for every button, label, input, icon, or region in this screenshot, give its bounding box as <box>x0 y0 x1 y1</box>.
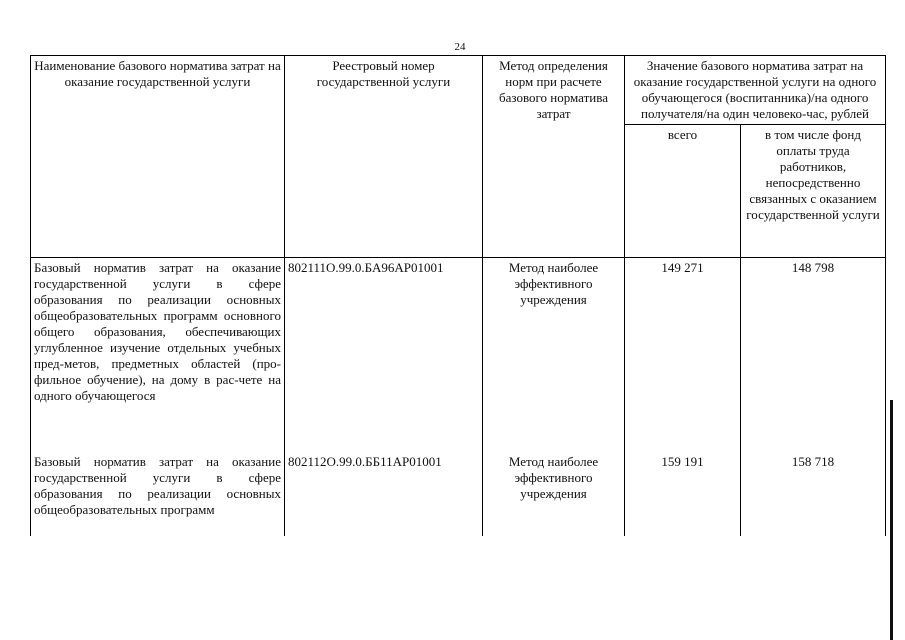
header-row <box>31 56 886 125</box>
scan-edge-line <box>890 400 893 640</box>
header-registry: Реестровый номер государственной услуги <box>285 56 483 258</box>
row-registry: 802111О.99.0.БА96АР01001 <box>285 258 483 453</box>
header-total: всего <box>625 125 741 258</box>
table-row <box>31 452 886 536</box>
row-wage: 158 718 <box>741 452 886 536</box>
row-method: Метод наиболее эффективного учреждения <box>483 258 625 453</box>
norms-table <box>30 55 886 536</box>
table-row <box>31 258 886 453</box>
row-method: Метод наиболее эффективного учреждения <box>483 452 625 536</box>
page-number: 24 <box>454 41 466 53</box>
row-total: 159 191 <box>625 452 741 536</box>
header-method: Метод определения норм при расчете базового норматива затрат <box>483 56 625 258</box>
row-name: Базовый норматив затрат на оказание государственной услуги в сфере образования по реализации основных общеобразовательных программ основного общего образования, обеспечивающих углубленное изучение отдельных учебных пред-метов, предметных областей (про-фильное обучение), на дому в рас-чете на одного обучающегося <box>31 258 285 453</box>
row-total: 149 271 <box>625 258 741 453</box>
header-wage: в том числе фонд оплаты труда работников, непосредственно связанных с оказанием государственной услуги <box>741 125 886 258</box>
row-registry: 802112О.99.0.ББ11АР01001 <box>285 452 483 536</box>
row-name: Базовый норматив затрат на оказание государственной услуги в сфере образования по реализации основных общеобразовательных программ <box>31 452 285 536</box>
header-name: Наименование базового норматива затрат на оказание государственной услуги <box>31 56 285 258</box>
header-value: Значение базового норматива затрат на оказание государственной услуги на одного обучающегося (воспитанника)/на одного получателя/на один человеко-час, рублей <box>625 56 886 125</box>
row-wage: 148 798 <box>741 258 886 453</box>
